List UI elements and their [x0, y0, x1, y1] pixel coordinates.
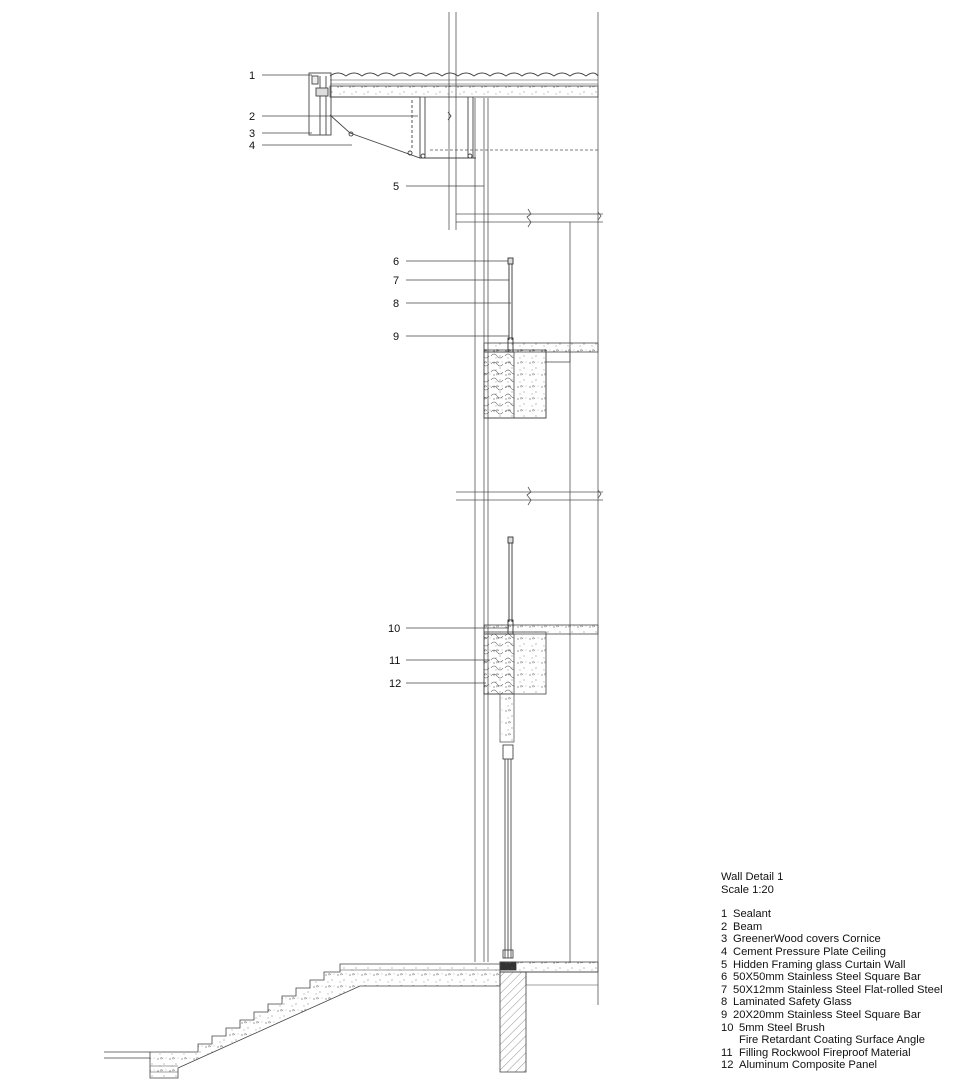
stairs [104, 964, 500, 1078]
legend-item [721, 921, 956, 934]
legend [721, 871, 956, 1072]
legend-text: Beam [733, 920, 763, 933]
ground-floor [500, 962, 598, 1072]
legend-text: Hidden Framing glass Curtain Wall [733, 958, 906, 971]
legend-item [721, 933, 956, 946]
legend-item [721, 971, 956, 984]
legend-text: 20X20mm Stainless Steel Square Bar [733, 1008, 921, 1021]
callout-9: 9 [393, 331, 400, 343]
floor-slab-upper [484, 343, 598, 418]
legend-item [721, 908, 956, 921]
legend-item [721, 1009, 956, 1022]
legend-text: Aluminum Composite Panel [739, 1059, 878, 1072]
callout-8: 8 [393, 298, 400, 310]
callout-leaders [262, 75, 511, 683]
callout-6: 6 [393, 256, 400, 268]
legend-num: 12 [721, 1059, 734, 1072]
callout-5: 5 [393, 181, 400, 193]
legend-num: 4 [721, 945, 728, 958]
callout-10: 10 [388, 623, 401, 635]
legend-item [721, 946, 956, 959]
legend-text: Laminated Safety Glass [733, 996, 852, 1009]
legend-text: Sealant [733, 908, 771, 921]
legend-text: GreenerWood covers Cornice [733, 933, 881, 946]
drawing-scale: Scale 1:20 [721, 883, 774, 896]
callout-7: 7 [393, 275, 400, 287]
legend-item [721, 959, 956, 972]
callout-1: 1 [249, 70, 256, 82]
legend-num: 9 [721, 1008, 728, 1021]
callout-11: 11 [389, 655, 401, 667]
legend-item [721, 984, 956, 997]
legend-num: 3 [721, 933, 728, 946]
legend-text: 5mm Steel Brush [739, 1021, 825, 1034]
structure-lines [430, 12, 603, 1005]
legend-num: 2 [721, 920, 728, 933]
legend-text: Cement Pressure Plate Ceiling [733, 945, 886, 958]
legend-subtext: Fire Retardant Coating Surface Angle [739, 1034, 925, 1047]
legend-item [721, 1047, 956, 1060]
legend-text: 50X50mm Stainless Steel Square Bar [733, 971, 921, 984]
legend-text: 50X12mm Stainless Steel Flat-rolled Steel [733, 983, 943, 996]
callout-3: 3 [249, 128, 256, 140]
drawing-title: Wall Detail 1 [721, 871, 784, 883]
legend-num: 6 [721, 971, 728, 984]
legend-num: 10 [721, 1021, 734, 1034]
glass-railing-lower [508, 537, 513, 634]
legend-num: 5 [721, 958, 728, 971]
legend-item [721, 1059, 956, 1072]
glass-railing-upper [508, 258, 513, 352]
legend-item [721, 996, 956, 1009]
legend-item [721, 1022, 956, 1035]
legend-num: 11 [721, 1046, 733, 1059]
roof-slab [330, 73, 598, 97]
callout-4: 4 [249, 140, 256, 152]
legend-num: 8 [721, 996, 728, 1009]
legend-text: Filling Rockwool Fireproof Material [739, 1046, 911, 1059]
floor-slab-lower [484, 625, 598, 742]
callout-12: 12 [389, 678, 402, 690]
legend-num: 1 [721, 908, 728, 921]
callout-2: 2 [249, 111, 256, 123]
ground-window [500, 745, 516, 970]
legend-num: 7 [721, 983, 728, 996]
callout-numbers [249, 70, 401, 690]
